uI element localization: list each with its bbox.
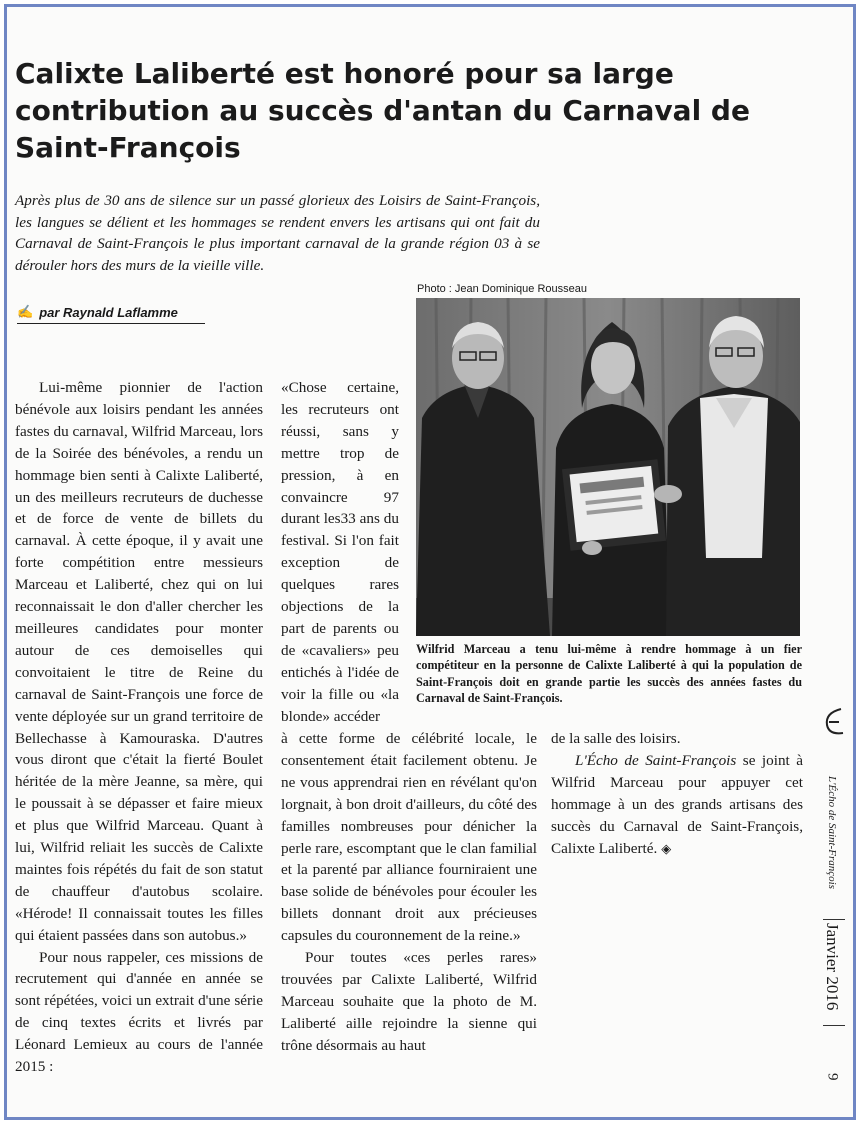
divider <box>823 1025 845 1026</box>
publication-name: L'Écho de Saint-François <box>575 751 737 769</box>
column-2-top <box>281 377 399 728</box>
column-2-bottom <box>281 728 537 1057</box>
paragraph: à cette forme de célébrité locale, le consentement était facilement obtenu. Je ne vous apprendrai rien en révélant qu'on lorgnait, à bon droit d'ailleurs, du côté des familles nombreuses pour dénicher la perle rare, escomptant que le clan familial et la parenté par alliance fourniraient une base solide de bénévoles pour écouler les billets donnant droit aux précieuses capsules du couronnement de la reine.» <box>281 730 537 945</box>
article-photo <box>416 298 800 636</box>
byline <box>17 304 205 324</box>
echo-logo-icon <box>821 707 847 737</box>
page-sidebar <box>813 707 851 1107</box>
photo-caption: Wilfrid Marceau a tenu lui-même à rendre hommage à un fier compétiteur en la personne de Calixte Laliberté à qui la population de Saint-François doit en grande partie les succès des années fastes du Carnaval de Saint-François. <box>416 642 802 705</box>
sidebar-date <box>817 912 847 1022</box>
column-3 <box>551 728 803 859</box>
issue-date: Janvier 2016 <box>823 923 842 1011</box>
brand-text: L'Écho de Saint-François <box>826 775 838 889</box>
end-of-article-icon: ◈ <box>661 840 672 856</box>
page-number: 9 <box>824 1073 841 1081</box>
sidebar-brand <box>817 747 847 917</box>
paragraph: Pour toutes «ces perles rares» trouvées par Calixte Laliberté, Wilfrid Marceau souhaite que la photo de M. Laliberté aille rejoindre la sienne qui trône désormais au haut <box>281 949 537 1054</box>
column-1 <box>15 377 263 1078</box>
paragraph: Pour nous rappeler, ces missions de recrutement qui d'année en année se sont répétées, voici un extrait d'une série de cinq textes écrits et livrés par Léonard Lemieux au cours de l'année 2015 : <box>15 948 263 1076</box>
article-lede: Après plus de 30 ans de silence sur un passé glorieux des Loisirs de Saint-François, les langues se délient et les hommages se rendent envers les artisans qui ont fait du Carnaval de Saint-François le plus important carnaval de la grande région 03 à se dérouler hors des murs de la vieille ville. <box>15 192 540 274</box>
newspaper-page <box>4 4 856 1120</box>
pen-icon: ✍ <box>17 304 34 319</box>
paragraph: Lui-même pionnier de l'action bénévole aux loisirs pendant les années fastes du carnaval, Wilfrid Marceau, lors de la Soirée des bénévoles, a rendu un hommage bien senti à Calixte Laliberté, un des meilleurs recruteurs de duchesse et de force de vente de billets du carnaval. À cette époque, il y avait une forte compétition entre messieurs Marceau et Laliberté, chez qui on lui reconnaissait le don d'aller chercher les meilleures candidates pour monter autour de ces demoiselles qui convoitaient le titre de Reine du carnaval de Saint-François une force de vente déployée sur un grand territoire de Bellechasse à Kamouraska. D'autres vous diront que c'était la fierté Boulet héritée de la mère Jeanne, sa mère, qui le poussait à se dépasser et faire mieux et plus que Wilfrid Marceau. Quant à lui, Wilfrid reliait les succès de Calixte maintes fois répétés du fait de son statut de chauffeur d'autobus scolaire. «Hérode! Il connaissait toutes les filles qui étaient passées dans son autobus.» <box>15 379 263 944</box>
byline-text: par Raynald Laflamme <box>39 304 178 320</box>
photo-credit: Photo : Jean Dominique Rousseau <box>417 283 587 295</box>
paragraph: «Chose certaine, les recruteurs ont réussi, sans y mettre trop de pression, à en convaincre 97 durant les33 ans du festival. Si l'on fait exception de quelques rares objections de la part de parents ou de «cavaliers» peu entichés à l'idée de voir la fille ou «la blonde» accéder <box>281 379 399 725</box>
sidebar-page <box>817 1062 847 1092</box>
article-title: Calixte Laliberté est honoré pour sa large contribution au succès d'antan du Carnaval de Saint-François <box>15 57 750 164</box>
paragraph: se joint à Wilfrid Marceau pour appuyer cet hommage à un des grands artisans des succès du Carnaval de Saint-François, Calixte Laliberté. <box>551 751 803 857</box>
paragraph: de la salle des loisirs. <box>551 730 681 747</box>
